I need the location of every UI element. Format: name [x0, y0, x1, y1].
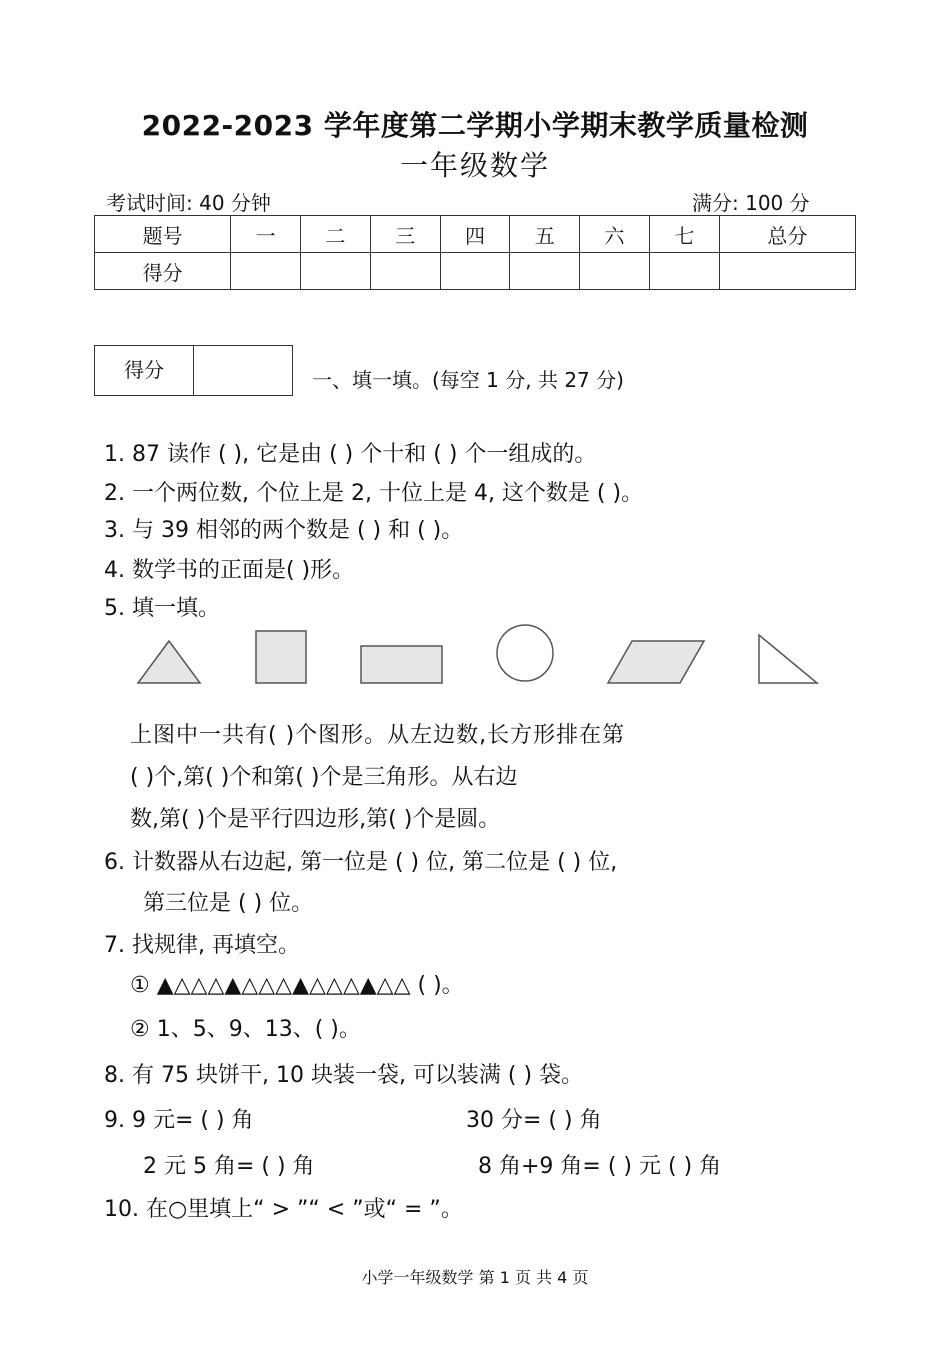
circle-shape — [497, 625, 553, 681]
score-table-header-cell: 六 — [580, 216, 650, 253]
question-2: 2. 一个两位数, 个位上是 2, 十位上是 4, 这个数是 ( )。 — [104, 481, 644, 506]
question-9-a: 9. 9 元= ( ) 角 — [104, 1108, 254, 1133]
question-10: 10. 在○里填上“ > ”“ < ”或“ = ”。 — [104, 1197, 463, 1222]
parallelogram-shape — [608, 641, 704, 683]
score-table-header-cell: 题号 — [95, 216, 231, 253]
score-table-header-cell: 一 — [231, 216, 301, 253]
section1-heading: 一、填一填。(每空 1 分, 共 27 分) — [312, 368, 624, 392]
question-6-line-2: 第三位是 ( ) 位。 — [143, 891, 314, 916]
exam-time: 考试时间: 40 分钟 — [106, 191, 271, 215]
question-5-line-1: 上图中一共有( )个图形。从左边数,长方形排在第 — [130, 723, 626, 748]
triangle-shape — [138, 641, 200, 683]
page-footer: 小学一年级数学 第 1 页 共 4 页 — [361, 1268, 589, 1287]
question-7-part-1: ① ▲△△△▲△△△▲△△△▲△△ ( )。 — [130, 973, 464, 998]
question-9-b: 30 分= ( ) 角 — [466, 1108, 602, 1133]
score-table-header-cell: 五 — [510, 216, 580, 253]
score-table-header-cell: 三 — [370, 216, 440, 253]
score-table-row-label: 得分 — [95, 253, 231, 290]
exam-title: 2022-2023 学年度第二学期小学期末教学质量检测 — [141, 109, 809, 142]
section1-score-label: 得分 — [95, 346, 194, 395]
question-7-part-2: ② 1、5、9、13、( )。 — [130, 1017, 361, 1042]
score-table-header-cell: 七 — [649, 216, 719, 253]
question-7: 7. 找规律, 再填空。 — [104, 933, 300, 958]
question-5-line-3: 数,第( )个是平行四边形,第( )个是圆。 — [130, 807, 501, 832]
score-table-header-cell: 二 — [301, 216, 371, 253]
question-3: 3. 与 39 相邻的两个数是 ( ) 和 ( )。 — [104, 518, 464, 543]
right-triangle-shape — [759, 635, 817, 683]
square-shape — [256, 631, 306, 683]
question-9-d: 8 角+9 角= ( ) 元 ( ) 角 — [478, 1154, 722, 1179]
score-table-header-cell: 总分 — [719, 216, 855, 253]
question-5: 5. 填一填。 — [104, 596, 220, 621]
question-9-c: 2 元 5 角= ( ) 角 — [143, 1154, 315, 1179]
question-5-line-2: ( )个,第( )个和第( )个是三角形。从右边 — [130, 765, 518, 790]
score-table-header-cell: 四 — [440, 216, 510, 253]
exam-subtitle: 一年级数学 — [399, 149, 550, 182]
rectangle-shape — [361, 646, 442, 683]
question-1: 1. 87 读作 ( ), 它是由 ( ) 个十和 ( ) 个一组成的。 — [104, 442, 597, 467]
question-8: 8. 有 75 块饼干, 10 块装一袋, 可以装满 ( ) 袋。 — [104, 1063, 584, 1088]
full-score: 满分: 100 分 — [692, 191, 810, 215]
question-4: 4. 数学书的正面是( )形。 — [104, 558, 355, 583]
question-6-line-1: 6. 计数器从右边起, 第一位是 ( ) 位, 第二位是 ( ) 位, — [104, 850, 618, 875]
